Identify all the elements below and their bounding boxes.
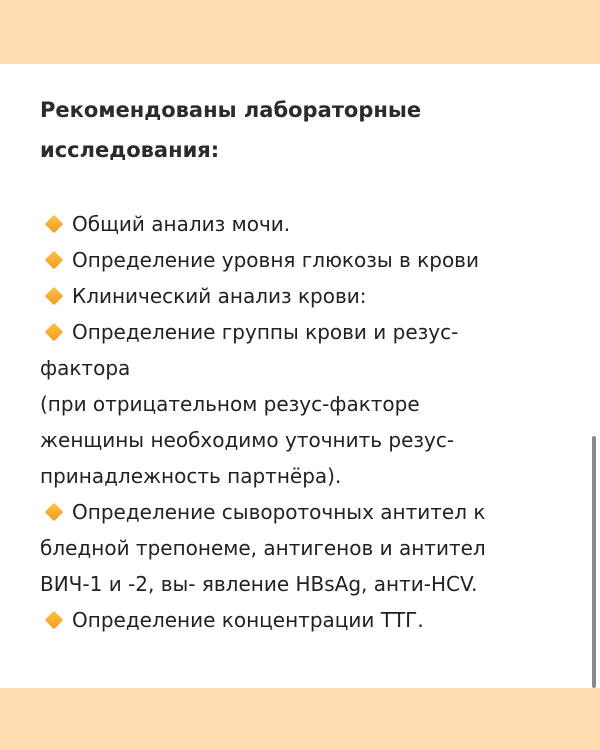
note-line: принадлежность партнёра). xyxy=(40,464,342,488)
title-line-2: исследования: xyxy=(40,138,220,162)
top-banner xyxy=(0,0,600,64)
note-line: (при отрицательном резус-факторе xyxy=(40,392,420,416)
orange-diamond-icon xyxy=(45,287,64,306)
page-title xyxy=(40,90,580,170)
content-area xyxy=(40,90,580,638)
list-item-text: Общий анализ мочи. xyxy=(72,212,291,236)
orange-diamond-icon xyxy=(45,503,64,522)
list-item-text: Определение сывороточных антител к xyxy=(72,500,486,524)
list-item xyxy=(40,314,580,350)
list-item xyxy=(40,278,580,314)
title-line-1: Рекомендованы лабораторные xyxy=(40,98,422,122)
orange-diamond-icon xyxy=(45,323,64,342)
list-item xyxy=(40,206,580,242)
list-item-text: Определение группы крови и резус- xyxy=(72,320,459,344)
orange-diamond-icon xyxy=(45,611,64,630)
note-line: женщины необходимо уточнить резус- xyxy=(40,428,455,452)
lab-tests-list xyxy=(40,206,580,638)
list-item xyxy=(40,242,580,278)
list-item-text: Клинический анализ крови: xyxy=(72,284,367,308)
list-item xyxy=(40,494,580,530)
list-item-continuation: фактора xyxy=(40,356,131,380)
list-item-continuation: бледной трепонеме, антигенов и антител xyxy=(40,536,486,560)
list-item xyxy=(40,602,580,638)
scrollbar[interactable] xyxy=(592,436,596,688)
list-item-text: Определение концентрации ТТГ. xyxy=(72,608,424,632)
list-item-continuation: ВИЧ-1 и -2, вы- явление HBsAg, анти-HCV. xyxy=(40,572,478,596)
bottom-banner xyxy=(0,688,600,750)
list-item-text: Определение уровня глюкозы в крови xyxy=(72,248,479,272)
orange-diamond-icon xyxy=(45,215,64,234)
orange-diamond-icon xyxy=(45,251,64,270)
